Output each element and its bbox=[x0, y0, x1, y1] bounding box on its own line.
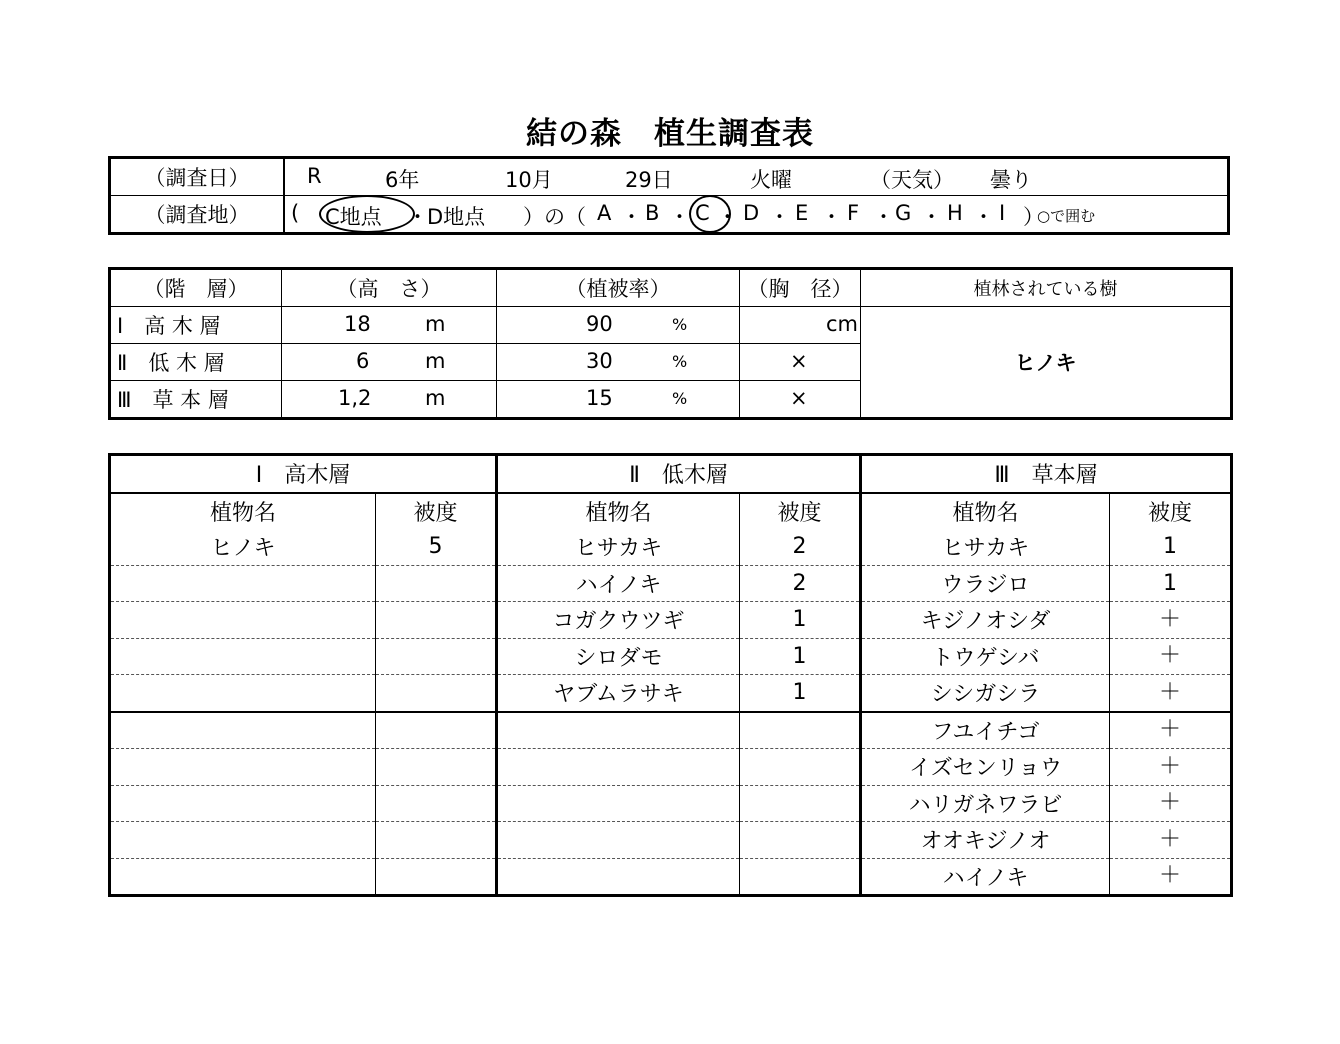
layer-cover: 30 bbox=[586, 349, 613, 373]
section-tall: Ⅰ 高木層 bbox=[110, 455, 497, 493]
plant-cover bbox=[376, 675, 497, 712]
site-d: D地点 bbox=[427, 205, 486, 229]
cover-unit: % bbox=[672, 389, 688, 408]
plant-cover bbox=[376, 858, 497, 896]
plant-cover: 5 bbox=[376, 529, 497, 565]
plant-name: ヒサカキ bbox=[861, 529, 1110, 565]
plant-name bbox=[110, 565, 376, 602]
plant-cover: 1 bbox=[740, 675, 861, 712]
height-col-header: （高 さ） bbox=[282, 269, 497, 307]
survey-site-label: （調査地） bbox=[110, 196, 285, 234]
height-unit: m bbox=[425, 349, 446, 373]
table-row bbox=[110, 712, 1232, 749]
plant-name: ヒサカキ bbox=[497, 529, 740, 565]
plant-cover: ＋ bbox=[1110, 675, 1232, 712]
col-plant-name: 植物名 bbox=[861, 493, 1110, 530]
layer-height: 6 bbox=[356, 349, 370, 373]
plot-c: C bbox=[695, 201, 710, 225]
plot-i: I bbox=[999, 201, 1006, 225]
layer-name: Ⅲ 草 本 層 bbox=[110, 381, 282, 419]
plant-name: コガクウツギ bbox=[497, 602, 740, 639]
table-row bbox=[110, 529, 1232, 565]
plant-name: ウラジロ bbox=[861, 565, 1110, 602]
col-cover: 被度 bbox=[1110, 493, 1232, 530]
site-separator: ・ bbox=[407, 205, 428, 229]
plant-name: トウゲシバ bbox=[861, 638, 1110, 675]
cover-unit: % bbox=[672, 315, 688, 334]
plant-cover: 1 bbox=[740, 638, 861, 675]
plant-rows bbox=[110, 529, 1232, 896]
section-header-row bbox=[110, 455, 1232, 493]
plots-close: ） bbox=[1023, 205, 1044, 229]
survey-date-row bbox=[110, 158, 1229, 196]
plant-cover bbox=[376, 822, 497, 859]
plant-cover bbox=[376, 712, 497, 749]
survey-info-table bbox=[108, 156, 1230, 235]
plant-cover bbox=[376, 749, 497, 786]
plant-cover: 1 bbox=[1110, 565, 1232, 602]
layer-header-row bbox=[110, 269, 1232, 307]
plant-name bbox=[497, 858, 740, 896]
layer-row bbox=[110, 307, 1232, 344]
plant-name bbox=[110, 712, 376, 749]
layer-cover: 90 bbox=[586, 312, 613, 336]
plant-cover: ＋ bbox=[1110, 858, 1232, 896]
col-plant-name: 植物名 bbox=[497, 493, 740, 530]
plant-name: ヒノキ bbox=[110, 529, 376, 565]
plant-name: シシガシラ bbox=[861, 675, 1110, 712]
cover-col-header: （植被率） bbox=[497, 269, 740, 307]
plot-f: F bbox=[847, 201, 860, 225]
layer-name: Ⅰ 高 木 層 bbox=[110, 307, 282, 344]
table-row bbox=[110, 602, 1232, 639]
site-close: ）の（ bbox=[523, 205, 586, 229]
plant-cover: ＋ bbox=[1110, 602, 1232, 639]
dbh-col-header: （胸 径） bbox=[740, 269, 861, 307]
circle-instruction: ○で囲む bbox=[1037, 207, 1096, 225]
plant-cover: ＋ bbox=[1110, 785, 1232, 822]
table-row bbox=[110, 785, 1232, 822]
height-unit: m bbox=[425, 386, 446, 410]
layer-height: 1,2 bbox=[338, 386, 372, 410]
plant-name: ヤブムラサキ bbox=[497, 675, 740, 712]
plant-name bbox=[110, 749, 376, 786]
plant-cover: 1 bbox=[1110, 529, 1232, 565]
plant-cover bbox=[740, 858, 861, 896]
plant-name: フユイチゴ bbox=[861, 712, 1110, 749]
col-cover: 被度 bbox=[376, 493, 497, 530]
table-row bbox=[110, 565, 1232, 602]
plant-cover bbox=[376, 638, 497, 675]
plant-cover: ＋ bbox=[1110, 749, 1232, 786]
plant-name bbox=[497, 822, 740, 859]
plot-g: G bbox=[895, 201, 912, 225]
plant-name bbox=[497, 785, 740, 822]
month: 10月 bbox=[505, 168, 553, 192]
era: R bbox=[307, 164, 322, 188]
plant-cover bbox=[740, 712, 861, 749]
plant-name bbox=[110, 602, 376, 639]
plant-name: キジノオシダ bbox=[861, 602, 1110, 639]
height-unit: m bbox=[425, 312, 446, 336]
plant-cover bbox=[376, 602, 497, 639]
plant-cover bbox=[740, 785, 861, 822]
layer-col-header: （階 層） bbox=[110, 269, 282, 307]
table-row bbox=[110, 858, 1232, 896]
layer-name: Ⅱ 低 木 層 bbox=[110, 344, 282, 381]
column-header-row bbox=[110, 493, 1232, 530]
page-title: 結の森 植生調査表 bbox=[526, 116, 814, 152]
col-cover: 被度 bbox=[740, 493, 861, 530]
day: 29日 bbox=[625, 168, 673, 192]
plant-name bbox=[110, 858, 376, 896]
layer-dbh: × bbox=[790, 349, 808, 373]
plot-a: A bbox=[597, 201, 612, 225]
plant-name bbox=[497, 712, 740, 749]
table-row bbox=[110, 675, 1232, 712]
dbh-unit: cm bbox=[826, 312, 859, 336]
plant-name: オオキジノオ bbox=[861, 822, 1110, 859]
col-plant-name: 植物名 bbox=[110, 493, 376, 530]
site-open: ( bbox=[291, 201, 300, 225]
table-row bbox=[110, 822, 1232, 859]
year: 6年 bbox=[385, 168, 420, 192]
table-row bbox=[110, 638, 1232, 675]
plant-cover: ＋ bbox=[1110, 712, 1232, 749]
layer-dbh: × bbox=[790, 386, 808, 410]
plant-cover: 1 bbox=[740, 602, 861, 639]
plant-cover bbox=[740, 749, 861, 786]
plant-name bbox=[110, 638, 376, 675]
layer-cover: 15 bbox=[586, 386, 613, 410]
planted-tree: ヒノキ bbox=[861, 307, 1232, 419]
survey-date-label: （調査日） bbox=[110, 158, 285, 196]
plant-cover: 2 bbox=[740, 529, 861, 565]
plot-d: D bbox=[743, 201, 760, 225]
section-shrub: Ⅱ 低木層 bbox=[497, 455, 861, 493]
plant-cover: ＋ bbox=[1110, 638, 1232, 675]
plant-table bbox=[108, 453, 1233, 897]
plant-cover: 2 bbox=[740, 565, 861, 602]
plant-name: ハイノキ bbox=[861, 858, 1110, 896]
plant-cover bbox=[376, 785, 497, 822]
cover-unit: % bbox=[672, 352, 688, 371]
plot-h: H bbox=[947, 201, 963, 225]
survey-site-row: （調査地） ( C地点 ・ D地点 ）の（ A ・ B ・ C ・ D ・ E ・ F ・ G ・ H ・ I ） ○で囲む bbox=[110, 196, 1229, 234]
plant-cover bbox=[740, 822, 861, 859]
table-row bbox=[110, 749, 1232, 786]
plant-name bbox=[110, 675, 376, 712]
plant-name bbox=[497, 749, 740, 786]
plot-e: E bbox=[795, 201, 809, 225]
plant-name bbox=[110, 785, 376, 822]
plant-name bbox=[110, 822, 376, 859]
plant-name: イズセンリョウ bbox=[861, 749, 1110, 786]
plant-name: ハリガネワラビ bbox=[861, 785, 1110, 822]
plot-b: B bbox=[645, 201, 660, 225]
layer-table bbox=[108, 267, 1233, 420]
plant-cover: ＋ bbox=[1110, 822, 1232, 859]
site-c: C地点 bbox=[325, 205, 382, 229]
plant-name: ハイノキ bbox=[497, 565, 740, 602]
section-herb: Ⅲ 草本層 bbox=[861, 455, 1232, 493]
planted-tree-header: 植林されている樹 bbox=[861, 269, 1232, 307]
weekday: 火曜 bbox=[750, 168, 792, 192]
weather-label: （天気） bbox=[870, 168, 954, 192]
layer-height: 18 bbox=[344, 312, 371, 336]
plant-name: シロダモ bbox=[497, 638, 740, 675]
plant-cover bbox=[376, 565, 497, 602]
weather: 曇り bbox=[990, 168, 1032, 192]
